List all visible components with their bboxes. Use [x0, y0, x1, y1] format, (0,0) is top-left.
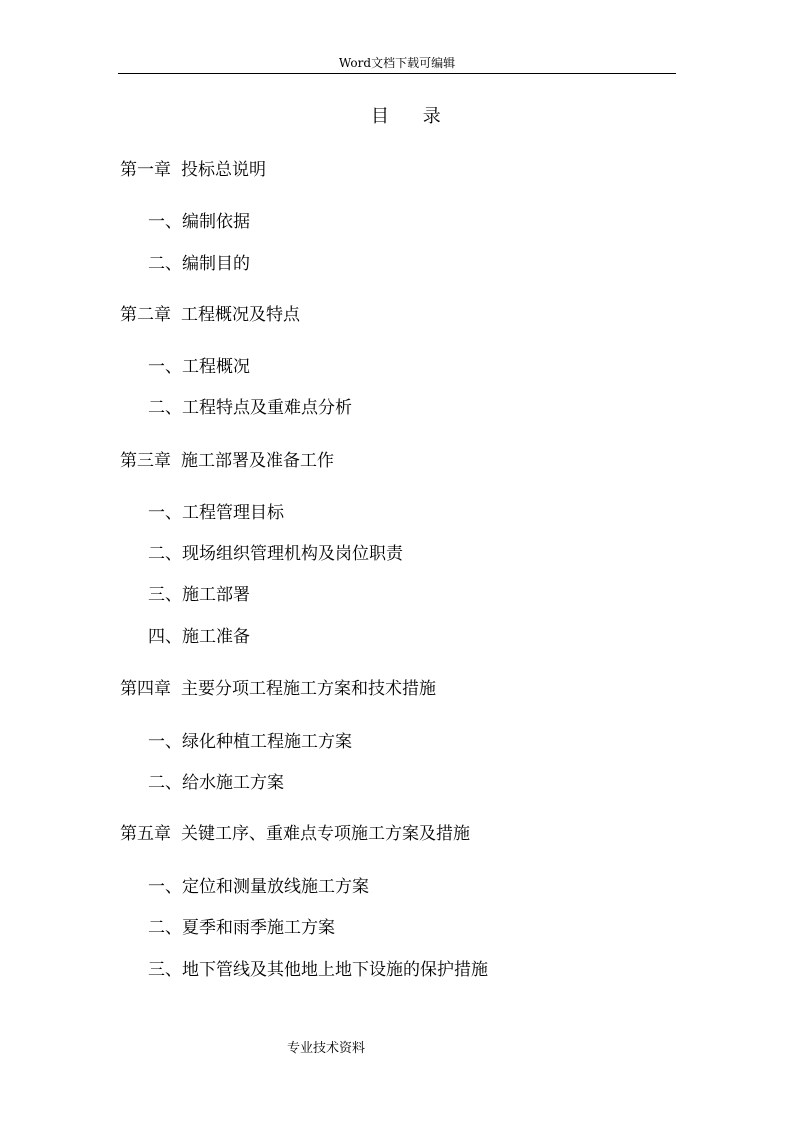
- toc-chapter-5[interactable]: [120, 823, 470, 845]
- chapter-label: 第二章: [120, 305, 171, 325]
- toc-section[interactable]: 一、工程管理目标: [148, 503, 284, 523]
- toc-section[interactable]: 三、施工部署: [148, 585, 250, 605]
- toc-section[interactable]: 二、现场组织管理机构及岗位职责: [148, 544, 403, 564]
- toc-section[interactable]: 一、工程概况: [148, 357, 250, 377]
- toc-section[interactable]: 二、夏季和雨季施工方案: [148, 918, 335, 938]
- toc-section[interactable]: 一、定位和测量放线施工方案: [148, 877, 369, 897]
- chapter-title: 主要分项工程施工方案和技术措施: [181, 679, 436, 699]
- chapter-label: 第三章: [120, 451, 171, 471]
- chapter-title: 工程概况及特点: [181, 305, 300, 325]
- toc-title: 目 录: [371, 106, 455, 127]
- toc-section[interactable]: 一、编制依据: [148, 212, 250, 232]
- toc-section[interactable]: 四、施工准备: [148, 627, 250, 647]
- toc-chapter-3[interactable]: [120, 450, 334, 472]
- chapter-title: 关键工序、重难点专项施工方案及措施: [181, 824, 470, 844]
- chapter-title: 施工部署及准备工作: [181, 451, 334, 471]
- chapter-label: 第四章: [120, 679, 171, 699]
- page-footer: 专业技术资料: [287, 1041, 366, 1056]
- toc-section[interactable]: 三、地下管线及其他地上地下设施的保护措施: [148, 960, 488, 980]
- toc-section[interactable]: 二、工程特点及重难点分析: [148, 398, 352, 418]
- toc-chapter-1[interactable]: [120, 159, 266, 181]
- chapter-title: 投标总说明: [181, 160, 266, 180]
- toc-section[interactable]: 二、编制目的: [148, 254, 250, 274]
- toc-section[interactable]: 二、给水施工方案: [148, 773, 284, 793]
- toc-chapter-4[interactable]: [120, 678, 436, 700]
- chapter-label: 第一章: [120, 160, 171, 180]
- toc-section[interactable]: 一、绿化种植工程施工方案: [148, 732, 352, 752]
- page-header: Word文档下载可编辑: [338, 56, 456, 70]
- toc-chapter-2[interactable]: [120, 304, 300, 326]
- chapter-label: 第五章: [120, 824, 171, 844]
